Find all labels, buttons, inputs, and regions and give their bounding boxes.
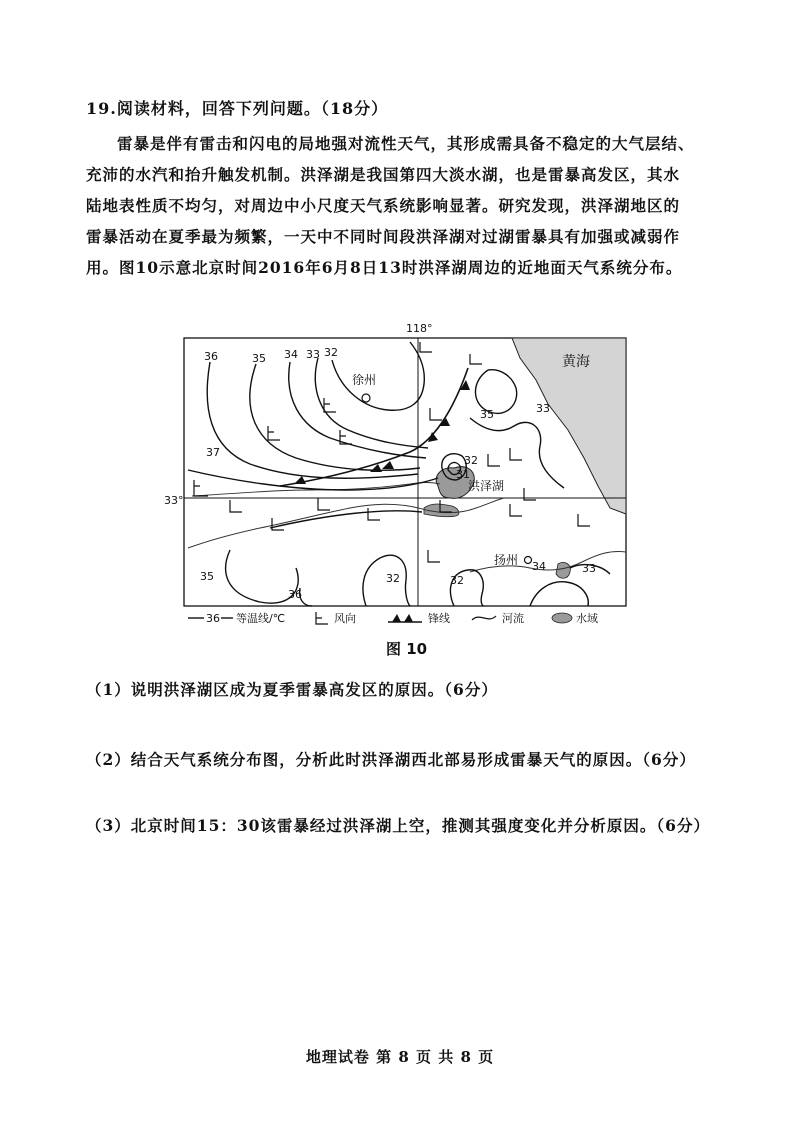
isotherm-label: 36 bbox=[288, 588, 302, 601]
isotherm-label: 34 bbox=[284, 348, 298, 361]
legend-front: 锋线 bbox=[428, 612, 450, 625]
isotherm-label: 37 bbox=[206, 446, 220, 459]
city-yangzhou: 扬州 bbox=[494, 553, 519, 567]
city-xuzhou: 徐州 bbox=[352, 373, 377, 387]
yangzhou-marker bbox=[525, 557, 532, 564]
isotherm-label: 36 bbox=[204, 350, 218, 363]
isotherm-label: 34 bbox=[532, 560, 546, 573]
isotherm-label: 35 bbox=[252, 352, 266, 365]
legend-isotherm-num: 36 bbox=[206, 612, 220, 625]
intro-line: 用。图10示意北京时间2016年6月8日13时洪泽湖周边的近地面天气系统分布。 bbox=[86, 258, 683, 277]
intro-line: 雷暴活动在夏季最为频繁，一天中不同时间段洪泽湖对过湖雷暴具有加强或减弱作 bbox=[86, 227, 681, 246]
legend-isotherm: 等温线/℃ bbox=[236, 612, 286, 625]
question-title: 19.阅读材料，回答下列问题。（18分） bbox=[86, 99, 389, 118]
parallel-label: 33° bbox=[164, 494, 184, 507]
subquestion-2: （2）结合天气系统分布图，分析此时洪泽湖西北部易形成雷暴天气的原因。（6分） bbox=[86, 750, 696, 769]
isotherm-label: 35 bbox=[200, 570, 214, 583]
intro-line: 充沛的水汽和抬升触发机制。洪泽湖是我国第四大淡水湖，也是雷暴高发区，其水 bbox=[86, 165, 681, 184]
legend bbox=[188, 611, 598, 625]
isotherm-label: 32 bbox=[324, 346, 338, 359]
figure-caption: 图 10 bbox=[386, 640, 428, 658]
legend-water-icon bbox=[552, 613, 572, 623]
weather-map bbox=[164, 318, 640, 633]
lake-label: 洪泽湖 bbox=[468, 479, 505, 493]
isotherm-label: 33 bbox=[582, 562, 596, 575]
xuzhou-marker bbox=[362, 394, 370, 402]
legend-river: 河流 bbox=[502, 612, 524, 625]
isotherm-label: 32 bbox=[450, 574, 464, 587]
legend-wind: 风向 bbox=[334, 612, 356, 625]
subquestion-1: （1）说明洪泽湖区成为夏季雷暴高发区的原因。（6分） bbox=[86, 680, 498, 699]
legend-water: 水域 bbox=[576, 612, 598, 625]
legend-river-icon bbox=[472, 616, 496, 620]
isotherm-label: 32 bbox=[464, 454, 478, 467]
isotherm-label: 32 bbox=[386, 572, 400, 585]
meridian-label: 118° bbox=[406, 322, 433, 335]
intro-line: 陆地表性质不均匀，对周边中小尺度天气系统影响显著。研究发现，洪泽湖地区的 bbox=[86, 196, 681, 215]
isotherm-label: 33 bbox=[306, 348, 320, 361]
isotherm-label: 33 bbox=[536, 402, 550, 415]
weather-map-figure bbox=[164, 318, 640, 633]
subquestion-3: （3）北京时间15：30该雷暴经过洪泽湖上空，推测其强度变化并分析原因。（6分） bbox=[86, 816, 710, 835]
intro-line: 雷暴是伴有雷击和闪电的局地强对流性天气，其形成需具备不稳定的大气层结、 bbox=[117, 134, 695, 153]
intro-paragraph bbox=[86, 128, 722, 283]
gaoyou-lake bbox=[556, 562, 570, 578]
isotherm-label: 35 bbox=[480, 408, 494, 421]
isotherm-label: 31 bbox=[456, 468, 470, 481]
legend-wind-icon bbox=[316, 612, 328, 624]
sea-label: 黄海 bbox=[562, 354, 590, 370]
page-footer: 地理试卷 第 8 页 共 8 页 bbox=[305, 1048, 495, 1066]
